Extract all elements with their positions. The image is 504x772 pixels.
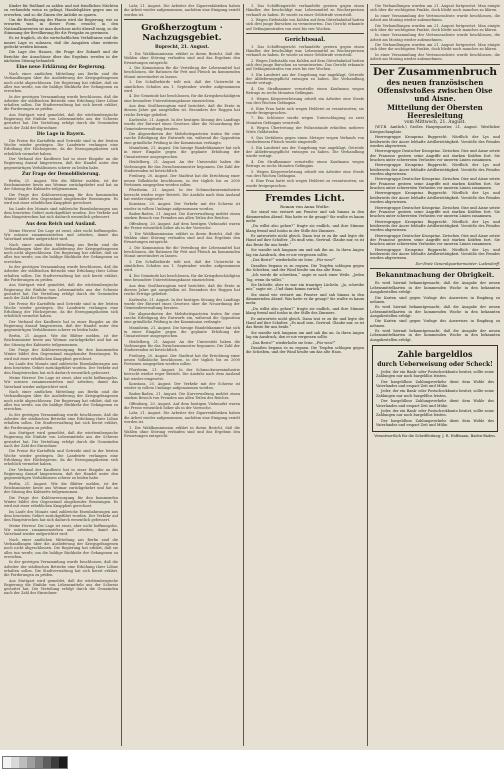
color-swatch: [43, 757, 51, 768]
divider: [370, 64, 500, 65]
war-report-date: vom Mittwoch, 21. August.: [404, 119, 466, 125]
article-paragraph: Aus dem Großherzogtum wird berichtet, daß die Ernte in diesem Jahre gut ausgefallen ist. Besonders der Roggen hat reiche Erträge geliefert.: [124, 104, 240, 117]
article-paragraph: Die Verhandlungen wurden am 21. August fortgesetzt. Man einigte sich über die wichtigsten Punkte, doch bleibt noch manches zu klären.: [370, 43, 500, 52]
article-paragraph: Heidelberg, 21. August. An der Universität haben die Vorlesungen für das Zwischensemester begonnen. Die Zahl der Studierenden ist beträchtlich.: [124, 339, 240, 353]
article-paragraph: Die Verhandlungen wurden am 21. August fortgesetzt. Man einigte sich über die wichtigsten Punkte, doch bleibt noch manches zu klären.: [370, 4, 500, 13]
article-paragraph: (W.T.B. Amtlich.) Großes Hauptquartier, 21. August. Westlicher Kriegsschauplatz.: [370, 125, 500, 134]
column-rule: [367, 4, 368, 746]
article-paragraph: 6. Eine Frau hatte sich wegen Hehlerei zu verantworten; sie wurde freigesprochen.: [246, 179, 364, 188]
box-paragraph: Der bargeldlose Zahlungsverkehr dient dem Wohle des Vaterlandes und erspart Zeit und Mühe.: [376, 399, 494, 408]
article-paragraph: Die Frage der Kohlenversorgung für den kommenden Winter bildet den Gegenstand eingehender Beratungen. Es wird mit einer erheblichen Knappheit gerechnet.: [4, 348, 118, 361]
article-paragraph: Nach einer amtlichen Mitteilung aus Berlin sind die Verhandlungen über die Auslieferung der Kriegsgefangenen noch nicht abgeschlossen. Die Regierung hat erklärt, daß sie alles tun werde, um die baldige Rückkehr der Gefangenen zu erreichen.: [4, 537, 118, 559]
divider: [246, 190, 364, 191]
box-paragraph: Der bargeldlose Zahlungsverkehr dient dem Wohle des Vaterlandes und erspart Zeit und Mühe.: [376, 418, 494, 428]
story-paragraph: „Du willst also gehen?“ fragte sie endlich, und ihre Stimme klang fremd und tonlos in der Stille des Zimmers.: [246, 307, 364, 316]
article-paragraph: 1. Das Schöffengericht verhandelte gestern gegen einen Händler, der beschuldigt war, Lebensmittel zu Wucherpreisen verkauft zu haben. Er wurde zu einer Geldstrafe verurteilt.: [246, 44, 364, 58]
article-paragraph: Die Preise für Kartoffeln und Getreide sind in der letzten Woche wieder gestiegen. Die Landwirte verlangen eine Erhöhung der Höchstpreise, da die Erzeugungskosten sich erheblich vermehrt haben.: [4, 449, 118, 467]
article-paragraph: Die Preise für Kartoffeln und Getreide sind in der letzten Woche wieder gestiegen. Die Landwirte verlangen eine Erhöhung der Höchstpreise, da die Erzeugungskosten sich erheblich vermehrt haben.: [4, 138, 118, 156]
article-paragraph: Meine Herren! Die Lage ist ernst, aber nicht hoffnungslos. Wir müssen zusammenstehen und arbeiten, damit das Vaterland wieder aufgerichtet wird.: [4, 523, 118, 537]
article-paragraph: Berlin, 21. August. Wie die Blätter melden, ist der Reichsminister heute aus Weimar zurückgekehrt und hat an der Sitzung des Kabinetts teilgenommen.: [4, 334, 118, 347]
story-paragraph: Draußen begann es zu regnen. Die Tropfen schlugen gegen die Scheiben, und der Wind heulte um das alte Haus.: [246, 263, 364, 272]
story-paragraph: „Das Beste?“ wiederholte sie leise. „Für wen?“: [251, 340, 336, 345]
article-paragraph: Kinder für Rußland zu zahlen und mit feindlichen Mächten zu verhandeln wenn es gelingt, Handelsplätze gegen uns zu erwerben, und so die Zinsen der Anleihe zu sparen.: [4, 4, 118, 17]
war-report-subheadline: des neuen französischen Offensivstoßes zwischen Oise und Aisne.: [377, 77, 493, 103]
article-paragraph: In einer Versammlung der Vertrauensleute wurde beschlossen, die Arbeit am Montag wieder aufzunehmen.: [370, 13, 500, 23]
article-paragraph: Heeresgruppe Kronprinz Rupprecht. Nördlich der Lys und beiderseits der Ancre lebhafte Artillerietätigkeit. Vorstöße des Feindes wurden abgewiesen.: [370, 247, 500, 261]
article-paragraph: 4. Die Strafkammer verurteilte einen Kaufmann wegen Betrugs zu sechs Monaten Gefängnis.: [246, 86, 364, 96]
article-paragraph: In der gestrigen Versammlung wurde beschlossen, daß die Arbeiter der städtischen Betriebe eine Erhöhung ihrer Löhne erhalten sollen. Die Stadtverwaltung hat sich bereit erklärt, die Forderungen zu prüfen.: [4, 412, 118, 430]
article-paragraph: Der Verband der Kaufleute hat in einer Eingabe an die Regierung darauf hingewiesen, daß der Handel unter den gegenwärtigen Verhältnissen schwer zu leiden habe.: [4, 467, 118, 481]
article-paragraph: Baden-Baden, 21. August. Die Kurverwaltung meldet einen starken Besuch von Fremden aus allen Teilen des Reiches.: [124, 391, 240, 401]
article-paragraph: 4. Die Gemeinde hat beschlossen, für die Kriegsbeschädigten eine besondere Unterstützungskasse einzurichten.: [124, 273, 240, 283]
article-paragraph: 3. Die Schulbehörde teilt mit, daß der Unterricht in sämtlichen Schulen am 1. September wieder aufgenommen wird.: [124, 80, 240, 93]
article-paragraph: In einer Versammlung der Vertrauensleute wurde beschlossen, die Arbeit am Montag wieder aufzunehmen.: [370, 33, 500, 42]
article-paragraph: Mannheim, 21. August. Die hiesige Handelskammer hat sich in einer Eingabe gegen die geplante Erhöhung der Umsatzsteuer ausgesprochen.: [124, 146, 240, 159]
article-paragraph: Meine Herren! Die Lage ist ernst, aber nicht hoffnungslos. Wir müssen zusammenstehen und arbeiten, damit das Vaterland wieder aufgerichtet wird.: [4, 228, 118, 241]
color-swatch: [3, 757, 11, 768]
color-swatch: [27, 757, 35, 768]
article-paragraph: Lahr, 21. August. Die Arbeiter der Zigarrenfabriken haben die Arbeit wieder aufgenommen, nachdem eine Einigung erzielt worden ist.: [124, 4, 240, 17]
article-paragraph: Offenburg, 20. August. Auf dem heutigen Viehmarkt waren die Preise wesentlich höher als in der Vorwoche.: [124, 222, 240, 231]
article-paragraph: Im Laufe des Monats sind zahlreiche Eisenbahnwagen aus dem besetzten Gebiet zurückgeführt worden. Der Verkehr auf den Hauptstrecken hat sich dadurch wesentlich gebessert.: [4, 509, 118, 523]
box-paragraph: Der bargeldlose Zahlungsverkehr dient dem Wohle des Vaterlandes und erspart Zeit und Mühe.: [376, 379, 494, 388]
article-paragraph: 8. Wegen Übertretung der Polizeistunde erhielten mehrere Wirte Geldstrafen.: [246, 126, 364, 135]
article-paragraph: Nach einer amtlichen Mitteilung aus Berlin sind die Verhandlungen über die Auslieferung der Kriegsgefangenen noch nicht abgeschlossen. Die Regierung hat erklärt, daß sie alles tun werde, um die baldige Rückkehr der Gefangenen zu erreichen.: [4, 242, 118, 264]
article-paragraph: In der gestrigen Versammlung wurde beschlossen, daß die Arbeiter der städtischen Betriebe eine Erhöhung ihrer Löhne erhalten sollen. Die Stadtverwaltung hat sich bereit erklärt, die Forderungen zu prüfen.: [4, 560, 118, 578]
story-paragraph: Er antwortete nicht gleich. Dann trat er zu ihr und legte die Hand auf ihre Schulter. „Es muß sein, Gertrud. Glaube mir, es ist das Beste für uns beide.“: [246, 316, 364, 330]
article-paragraph: Die Frage der Kohlenversorgung für den kommenden Winter bildet den Gegenstand eingehender Beratungen. Es wird mit einer erheblichen Knappheit gerechnet.: [4, 495, 118, 509]
article-paragraph: Heeresgruppe Kronprinz Rupprecht. Nördlich der Lys und beiderseits der Ancre lebhafte Artillerietätigkeit. Vorstöße des Feindes wurden abgewiesen.: [370, 219, 500, 233]
war-report-source: Mitteilung der Obersten Heeresleitung: [387, 102, 483, 120]
color-swatch: [35, 757, 43, 768]
article-paragraph: 1. Die Wahlkommission erklärt in ihrem Bericht, daß die Wahlen ohne Störung verlaufen sind und das Ergebnis den Erwartungen entspricht.: [124, 52, 240, 65]
color-calibration-bar: [2, 756, 68, 769]
box-subtitle: durch Ueberweisung oder Scheck!: [377, 360, 493, 368]
article-paragraph: Im Laufe des Monats sind zahlreiche Eisenbahnwagen aus dem besetzten Gebiet zurückgeführt worden. Der Verkehr auf den Hauptstrecken hat sich dadurch wesentlich gebessert.: [4, 362, 118, 375]
imprint: Verantwortlich für die Schriftleitung: J. R. Hoffmann, Baden-Baden.: [374, 433, 496, 438]
article-heading: Aus dem Reich und Ausland.: [25, 221, 97, 227]
article-paragraph: Meine Herren! Die Lage ist ernst, aber nicht hoffnungslos. Wir müssen zusammenstehen und arbeiten, damit das Vaterland wieder aufgerichtet wird.: [4, 376, 118, 389]
article-paragraph: Aus Stuttgart wird gemeldet, daß die württembergische Regierung die Einfuhr von Lebensmitteln aus der Schweiz gestattet hat. Die Verteilung erfolgt durch die Gemeinden nach der Zahl der Einwohner.: [4, 578, 118, 596]
article-paragraph: 1. Die Wahlkommission erklärt in ihrem Bericht, daß die Wahlen ohne Störung verlaufen sind und das Ergebnis den Erwartungen entspricht.: [124, 231, 240, 245]
article-paragraph: Aus dem Großherzogtum wird berichtet, daß die Ernte in diesem Jahre gut ausgefallen ist. Besonders der Roggen hat reiche Erträge geliefert.: [124, 283, 240, 297]
story-paragraph: „Du willst also gehen?“ fragte sie endlich, und ihre Stimme klang fremd und tonlos in der Stille des Zimmers.: [246, 224, 364, 233]
article-paragraph: Der Verband der Kaufleute hat in einer Eingabe an die Regierung darauf hingewiesen, daß der Handel unter den gegenwärtigen Verhältnissen schwer zu leiden habe.: [4, 319, 118, 333]
story-paragraph: Er antwortete nicht gleich. Dann trat er zu ihr und legte die Hand auf ihre Schulter. „Es muß sein, Gertrud. Glaube mir, es ist das Beste für uns beide.“: [246, 234, 364, 247]
article-paragraph: 4. Die Gemeinde hat beschlossen, für die Kriegsbeschädigten eine besondere Unterstützungskasse einzurichten.: [124, 94, 240, 103]
divider: [124, 19, 240, 20]
color-swatch: [59, 757, 67, 768]
column-4: [370, 4, 500, 746]
article-paragraph: Die Lage des Hauses, die Frage der Zukunft und die Berichte der Ausschüsse über das Ergebnis werden in der nächsten Sitzung behandelt.: [4, 50, 118, 63]
article-paragraph: 4. Die Strafkammer verurteilte einen Kaufmann wegen Betrugs zu sechs Monaten Gefängnis.: [246, 159, 364, 169]
article-paragraph: Heeresgruppe Kronprinz Rupprecht. Nördlich der Lys und beiderseits der Ancre lebhafte Artillerietätigkeit. Vorstöße des Feindes wurden abgewiesen.: [370, 135, 500, 148]
article-paragraph: Heeresgruppe Kronprinz Rupprecht. Nördlich der Lys und beiderseits der Ancre lebhafte Artillerietätigkeit. Vorstöße des Feindes wurden abgewiesen.: [370, 163, 500, 176]
article-paragraph: Konstanz, 20. August. Der Verkehr mit der Schweiz ist wieder in vollem Umfange aufgenommen worden.: [124, 202, 240, 211]
article-paragraph: Konstanz, 20. August. Der Verkehr mit der Schweiz ist wieder in vollem Umfange aufgenommen worden.: [124, 382, 240, 391]
story-paragraph: Sie lächelte, aber es war ein trauriges Lächeln. „Ja, schreibe mir,“ sagte sie. „Und dann komm zurück.“: [246, 283, 364, 292]
column-rule: [121, 4, 122, 746]
section-subtitle: Ruprecht, 21. August.: [154, 45, 210, 51]
war-report-headline: Der Zusammenbruch: [372, 66, 498, 79]
article-heading: Zur Frage der Demobilisierung.: [21, 171, 100, 177]
article-paragraph: Freiburg, 20. August. Der Stadtrat hat die Errichtung einer neuen Volksküche beschlossen, in der täglich bis zu 2000 Portionen ausgegeben werden sollen.: [124, 353, 240, 367]
cashless-payment-box: [372, 345, 498, 432]
notice-heading: Bekanntmachung der Obrigkeit.: [375, 270, 495, 279]
article-paragraph: In der gestrigen Versammlung wurde beschlossen, daß die Arbeiter der städtischen Betriebe eine Erhöhung ihrer Löhne erhalten sollen. Die Stadtverwaltung hat sich bereit erklärt, die Forderungen zu prüfen.: [4, 94, 118, 112]
article-paragraph: In einer Versammlung der Vertrauensleute wurde beschlossen, die Arbeit am Montag wieder aufzunehmen.: [370, 52, 500, 62]
article-paragraph: Karlsruhe, 21. August. In der heutigen Sitzung des Landtags wurde der Entwurf eines Gesetzes über die Neuordnung der Gemeindeverwaltung beraten.: [124, 118, 240, 131]
article-paragraph: Heeresgruppe Deutscher Kronprinz. Zwischen Oise und Aisne setzte der Franzose gestern seine Angriffe mit starken Kräften fort. Sie brachen unter schwersten Verlusten vor unseren Linien zusammen.: [370, 205, 500, 219]
color-swatch: [11, 757, 19, 768]
color-swatch: [19, 757, 27, 768]
story-paragraph: Sie wandte sich langsam um und sah ihn an. In ihren Augen lag ein Ausdruck, den er nie vergessen sollte.: [246, 248, 364, 257]
article-paragraph: Heeresgruppe Kronprinz Rupprecht. Nördlich der Lys und beiderseits der Ancre lebhafte Artillerietätigkeit. Vorstöße des Feindes wurden abgewiesen.: [370, 191, 500, 204]
article-paragraph: Um die Bewilligung des Planes wird die Regierung, wie zu erwarten war, in dieser Form ersucht; in den Nationalkonventen ist man durchaus nicht überall einig, so die Stimmung der Bevölkerung für die Freigabe zu gewinnen.: [4, 18, 118, 35]
divider: [370, 268, 500, 269]
article-paragraph: 1. Die Wahlkommission erklärt in ihrem Bericht, daß die Wahlen ohne Störung verlaufen sind und das Ergebnis den Erwartungen entspricht.: [124, 425, 240, 439]
article-paragraph: Berlin, 21. August. Wie die Blätter melden, ist der Reichsminister heute aus Weimar zurückgekehrt und hat an der Sitzung des Kabinetts teilgenommen.: [4, 178, 118, 192]
divider: [246, 33, 364, 34]
color-swatch: [51, 757, 59, 768]
story-paragraph: Sie stand wie erstarrt am Fenster und sah hinaus in den dämmernden Abend. Was hatte er ihr gesagt? Sie wußte es kaum mehr.: [246, 210, 364, 223]
war-report-banner: [370, 67, 500, 125]
box-paragraph: Jeder, der ein Bank- oder Postscheckkonto besitzt, sollte seine Zahlungen nur noch bargeldlos leisten.: [376, 389, 494, 398]
box-paragraph: Jeder, der ein Bank- oder Postscheckkonto besitzt, sollte seine Zahlungen nur noch bargeldlos leisten.: [376, 409, 494, 418]
column-2: [124, 4, 240, 746]
article-paragraph: Heeresgruppe Deutscher Kronprinz. Zwischen Oise und Aisne setzte der Franzose gestern seine Angriffe mit starken Kräften fort. Sie brachen unter schwersten Verlusten vor unseren Linien zusammen.: [370, 177, 500, 190]
article-heading: Die Lage in Bayern.: [36, 131, 86, 137]
notice-paragraph: Die Karten sind gegen Vorlage des Ausweises in Empfang zu nehmen.: [370, 295, 500, 304]
article-paragraph: Heeresgruppe Deutscher Kronprinz. Zwischen Oise und Aisne setzte der Franzose gestern seine Angriffe mit starken Kräften fort. Sie brachen unter schwersten Verlusten vor unseren Linien zusammen.: [370, 149, 500, 162]
article-paragraph: Nach einer amtlichen Mitteilung aus Berlin sind die Verhandlungen über die Auslieferung der Kriegsgefangenen noch nicht abgeschlossen. Die Regierung hat erklärt, daß sie alles tun werde, um die baldige Rückkehr der Gefangenen zu erreichen.: [4, 390, 118, 412]
article-paragraph: 2. Die Kommission für die Verteilung der Lebensmittel hat beschlossen, die Rationen für Fett und Fleisch im kommenden Monat unverändert zu lassen.: [124, 66, 240, 79]
article-paragraph: Der Verband der Kaufleute hat in einer Eingabe an die Regierung darauf hingewiesen, daß der Handel unter den gegenwärtigen Verhältnissen schwer zu leiden habe.: [4, 157, 118, 170]
box-paragraph: Jeder, der ein Bank- oder Postscheckkonto besitzt, sollte seine Zahlungen nur noch bargeldlos leisten.: [376, 369, 494, 379]
column-3: [246, 4, 364, 746]
article-paragraph: Es ist fraglich, ob die wirtschaftlichen Verhältnisse und die innere Lage es zulassen, daß die Ausgaben ohne weiteres gedeckt werden können.: [4, 36, 118, 49]
article-paragraph: Pforzheim, 21. August. In der Schmuckwarenindustrie herrscht wieder reger Betrieb. Die Ausfuhr nach dem Ausland hat wieder eingesetzt.: [124, 188, 240, 201]
article-paragraph: Die Abgeordneten der Mehrheitsparteien traten für eine rasche Erledigung des Entwurfs ein, während die Opposition eine gründliche Prüfung in der Kommission verlangte.: [124, 311, 240, 325]
article-paragraph: Nach einer amtlichen Mitteilung aus Berlin sind die Verhandlungen über die Auslieferung der Kriegsgefangenen noch nicht abgeschlossen. Die Regierung hat erklärt, daß sie alles tun werde, um die baldige Rückkehr der Gefangenen zu erreichen.: [4, 72, 118, 94]
column-rule: [243, 4, 244, 746]
article-paragraph: Die Abgeordneten der Mehrheitsparteien traten für eine rasche Erledigung des Entwurfs ein, während die Opposition eine gründliche Prüfung in der Kommission verlangte.: [124, 132, 240, 145]
story-paragraph: Sie wandte sich langsam um und sah ihn an. In ihren Augen lag ein Ausdruck, den er nie vergessen sollte.: [246, 330, 364, 340]
article-paragraph: Aus Stuttgart wird gemeldet, daß die württembergische Regierung die Einfuhr von Lebensmitteln aus der Schweiz gestattet hat. Die Verteilung erfolgt durch die Gemeinden nach der Zahl der Einwohner.: [4, 431, 118, 448]
article-paragraph: Karlsruhe, 21. August. In der heutigen Sitzung des Landtags wurde der Entwurf eines Gesetzes über die Neuordnung der Gemeindeverwaltung beraten.: [124, 297, 240, 311]
article-paragraph: Die Verhandlungen wurden am 21. August fortgesetzt. Man einigte sich über die wichtigsten Punkte, doch bleibt noch manches zu klären.: [370, 23, 500, 32]
court-heading: Gerichtssaal.: [284, 36, 326, 43]
article-paragraph: 2. Wegen Diebstahls von Kohlen auf dem Güterbahnhof hatten sich drei junge Burschen zu verantworten. Das Gericht erkannte auf Gefängnisstrafen von zwei bis vier Wochen.: [246, 58, 364, 72]
scan-margin: [0, 750, 504, 772]
story-paragraph: „Das Beste?“ wiederholte sie leise. „Für wen?“: [251, 258, 336, 263]
article-paragraph: 2. Die Kommission für die Verteilung der Lebensmittel hat beschlossen, die Rationen für Fett und Fleisch im kommenden Monat unverändert zu lassen.: [124, 245, 240, 259]
article-paragraph: 1. Das Schöffengericht verhandelte gestern gegen einen Händler, der beschuldigt war, Lebensmittel zu Wucherpreisen verkauft zu haben. Er wurde zu einer Geldstrafe verurteilt.: [246, 4, 364, 17]
serial-story-title: Fremdes Licht.: [265, 192, 345, 204]
article-paragraph: Baden-Baden, 21. August. Die Kurverwaltung meldet einen starken Besuch von Fremden aus allen Teilen des Reiches.: [124, 212, 240, 221]
article-paragraph: 9. Das Verfahren gegen einen Metzger wegen Verkaufs von verdorbenem Fleisch wurde eingestellt.: [246, 135, 364, 145]
notice-paragraph: Es wird hiermit bekanntgemacht, daß die Ausgabe der neuen Lebensmittelkarten in der kommenden Woche in den bekannten Ausgabestellen erfolgt.: [370, 281, 500, 294]
article-paragraph: Die Preise für Kartoffeln und Getreide sind in der letzten Woche wieder gestiegen. Die Landwirte verlangen eine Erhöhung der Höchstpreise, da die Erzeugungskosten sich erheblich vermehrt haben.: [4, 301, 118, 319]
article-paragraph: Heidelberg, 21. August. An der Universität haben die Vorlesungen für das Zwischensemester begonnen. Die Zahl der Studierenden ist beträchtlich.: [124, 160, 240, 173]
article-paragraph: 3. Ein Landwirt aus der Umgebung war angeklagt, Getreide der Ablieferungspflicht entzogen zu haben. Die Verhandlung wurde vertagt.: [246, 72, 364, 86]
story-paragraph: „Ich werde dir schreiben,“ sagte er nach einer Weile. „Jeden Tag, wenn du willst.“: [246, 273, 364, 282]
article-paragraph: Heeresgruppe Deutscher Kronprinz. Zwischen Oise und Aisne setzte der Franzose gestern seine Angriffe mit starken Kräften fort. Sie brachen unter schwersten Verlusten vor unseren Linien zusammen.: [370, 233, 500, 247]
story-paragraph: Sie stand wie erstarrt am Fenster und sah hinaus in den dämmernden Abend. Was hatte er ihr gesagt? Sie wußte es kaum mehr.: [246, 292, 364, 306]
article-paragraph: Freiburg, 20. August. Der Stadtrat hat die Errichtung einer neuen Volksküche beschlossen, in der täglich bis zu 2000 Portionen ausgegeben werden sollen.: [124, 174, 240, 187]
article-paragraph: Die Frage der Kohlenversorgung für den kommenden Winter bildet den Gegenstand eingehender Beratungen. Es wird mit einer erheblichen Knappheit gerechnet.: [4, 192, 118, 206]
story-paragraph: Draußen begann es zu regnen. Die Tropfen schlugen gegen die Scheiben, und der Wind heulte um das alte Haus.: [246, 346, 364, 355]
box-title: Zahle bargeldlos: [397, 348, 473, 359]
notice-paragraph: Die Karten sind gegen Vorlage des Ausweises in Empfang zu nehmen.: [370, 319, 500, 328]
article-paragraph: Offenburg, 20. August. Auf dem heutigen Viehmarkt waren die Preise wesentlich höher als in der Vorwoche.: [124, 401, 240, 410]
article-paragraph: Pforzheim, 21. August. In der Schmuckwarenindustrie herrscht wieder reger Betrieb. Die Ausfuhr nach dem Ausland hat wieder eingesetzt.: [124, 368, 240, 381]
article-paragraph: 5. Wegen Körperverletzung erhielt ein Arbeiter eine Strafe von drei Wochen Gefängnis.: [246, 96, 364, 105]
article-paragraph: Aus Stuttgart wird gemeldet, daß die württembergische Regierung die Einfuhr von Lebensmitteln aus der Schweiz gestattet hat. Die Verteilung erfolgt durch die Gemeinden nach der Zahl der Einwohner.: [4, 112, 118, 130]
article-paragraph: 3. Die Schulbehörde teilt mit, daß der Unterricht in sämtlichen Schulen am 1. September wieder aufgenommen wird.: [124, 259, 240, 273]
notice-paragraph: Es wird hiermit bekanntgemacht, daß die Ausgabe der neuen Lebensmittelkarten in der kommenden Woche in den bekannten Ausgabestellen erfolgt.: [370, 305, 500, 318]
article-paragraph: Berlin, 21. August. Wie die Blätter melden, ist der Reichsminister heute aus Weimar zurückgekehrt und hat an der Sitzung des Kabinetts teilgenommen.: [4, 481, 118, 495]
article-paragraph: 6. Eine Frau hatte sich wegen Hehlerei zu verantworten; sie wurde freigesprochen.: [246, 106, 364, 115]
section-title: Großherzogtum · Nachzugsgebiet.: [141, 23, 223, 44]
article-paragraph: Mannheim, 21. August. Die hiesige Handelskammer hat sich in einer Eingabe gegen die geplante Erhöhung der Umsatzsteuer ausgesprochen.: [124, 325, 240, 339]
article-paragraph: 5. Wegen Körperverletzung erhielt ein Arbeiter eine Strafe von drei Wochen Gefängnis.: [246, 169, 364, 178]
article-paragraph: Lahr, 21. August. Die Arbeiter der Zigarrenfabriken haben die Arbeit wieder aufgenommen, nachdem eine Einigung erzielt worden ist.: [124, 411, 240, 424]
report-signature: Der Erste Generalquartiermeister: Ludendorff.: [415, 261, 500, 266]
article-paragraph: 3. Ein Landwirt aus der Umgebung war angeklagt, Getreide der Ablieferungspflicht entzogen zu haben. Die Verhandlung wurde vertagt.: [246, 145, 364, 159]
article-paragraph: In der gestrigen Versammlung wurde beschlossen, daß die Arbeiter der städtischen Betriebe eine Erhöhung ihrer Löhne erhalten sollen. Die Stadtverwaltung hat sich bereit erklärt, die Forderungen zu prüfen.: [4, 265, 118, 282]
serial-story-byline: Roman von Anna Wothe.: [280, 203, 330, 209]
article-paragraph: 7. Ein Schlosser wurde wegen Unterschlagung zu zwei Monaten Gefängnis verurteilt.: [246, 116, 364, 125]
article-paragraph: 2. Wegen Diebstahls von Kohlen auf dem Güterbahnhof hatten sich drei junge Burschen zu verantworten. Das Gericht erkannte auf Gefängnisstrafen von zwei bis vier Wochen.: [246, 18, 364, 31]
column-1: [4, 4, 118, 746]
notice-paragraph: Es wird hiermit bekanntgemacht, daß die Ausgabe der neuen Lebensmittelkarten in der kommenden Woche in den bekannten Ausgabestellen erfolgt.: [370, 329, 500, 342]
article-heading: Eine neue Erklärung der Regierung.: [16, 65, 106, 71]
article-paragraph: Aus Stuttgart wird gemeldet, daß die württembergische Regierung die Einfuhr von Lebensmitteln aus der Schweiz gestattet hat. Die Verteilung erfolgt durch die Gemeinden nach der Zahl der Einwohner.: [4, 283, 118, 301]
article-paragraph: Im Laufe des Monats sind zahlreiche Eisenbahnwagen aus dem besetzten Gebiet zurückgeführt worden. Der Verkehr auf den Hauptstrecken hat sich dadurch wesentlich gebessert.: [4, 206, 118, 220]
